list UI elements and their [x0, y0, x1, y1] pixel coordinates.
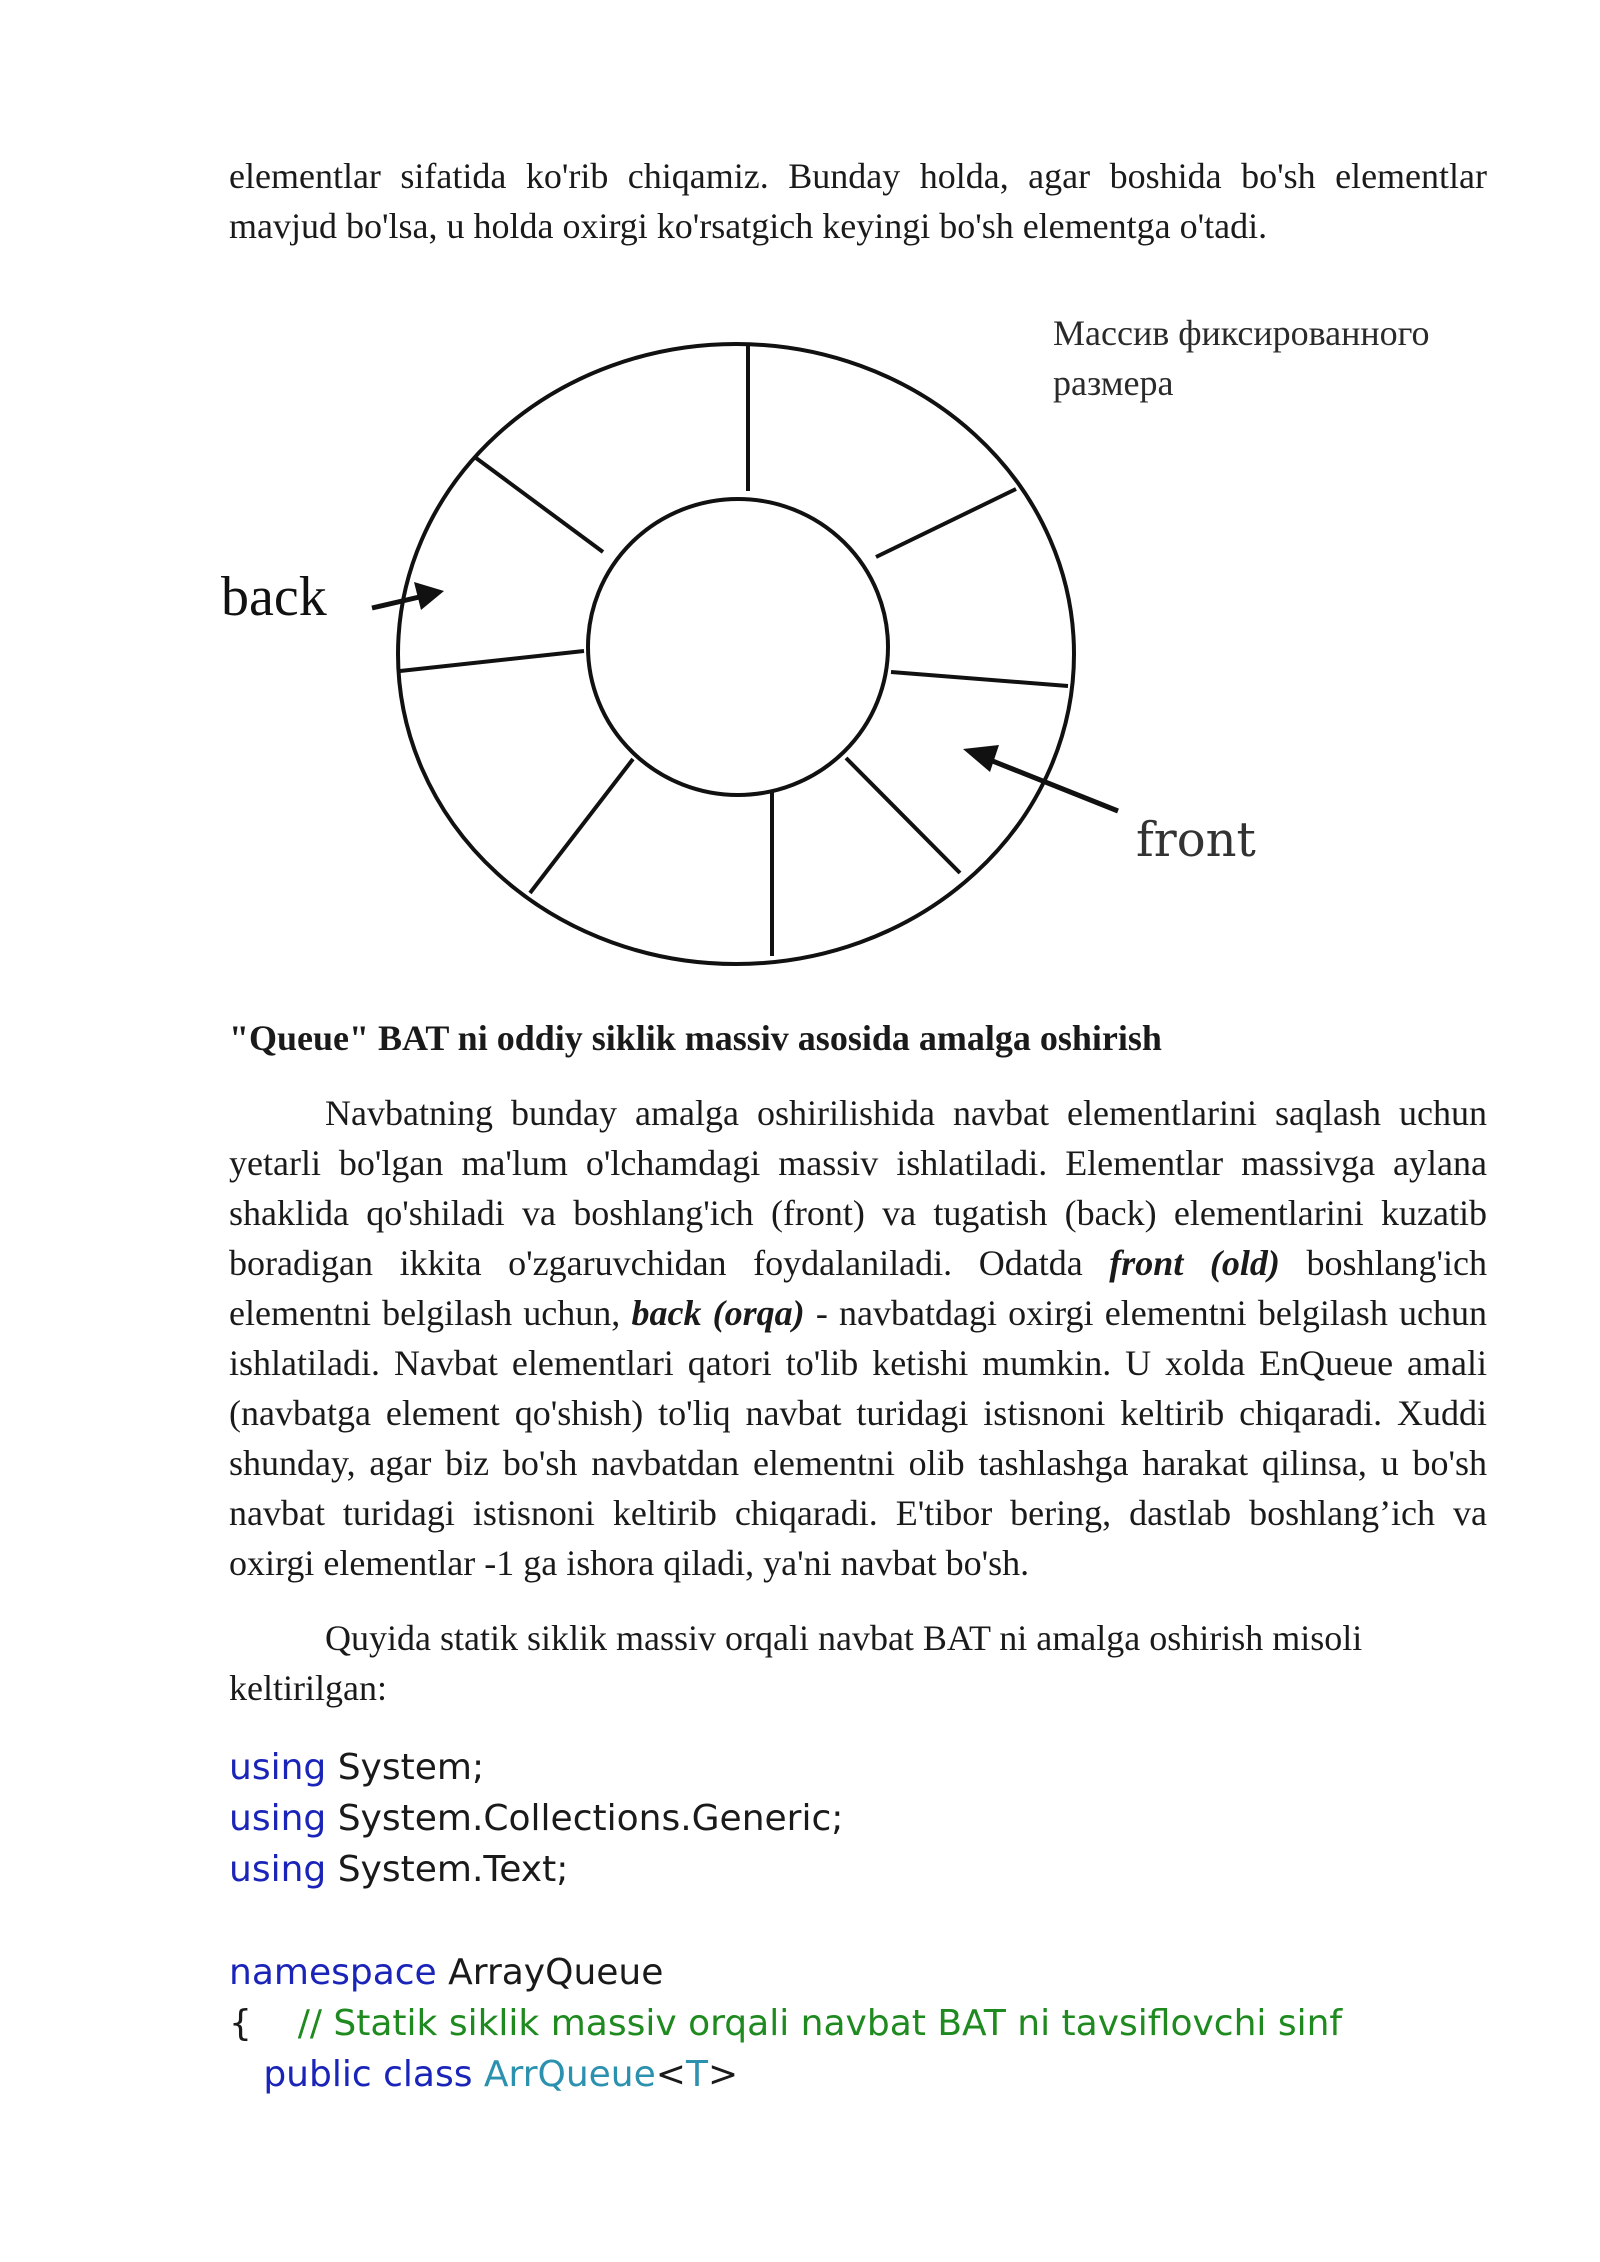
caption-line-1: Массив фиксированного — [1053, 313, 1430, 353]
code-line-namespace: namespace ArrayQueue — [229, 1952, 664, 1993]
front-arrow-icon — [963, 745, 1118, 811]
code-line-class: public class ArrQueue<T> — [229, 2054, 739, 2095]
para1-part3: - navbatdagi oxirgi elementni belgilash uchun ishlatiladi. Navbat elementlari qatori to'lib ketishi mumkin. U xolda EnQueue amali (navbatga element qo'shish) to'liq navbat turidagi istisnoni keltirib chiqaradi. Xuddi shunday, agar biz bo'sh navbatdan elementni olib tashlashga harakat qilinsa, u bo'sh navbat turidagi istisnoni keltirib chiqaradi. E'tibor bering, dastlab boshlang’ich va oxirgi elementlar -1 ga ishora qiladi, ya'ni navbat bo'sh. — [229, 1293, 1487, 1583]
code-comment: // Statik siklik massiv orqali navbat BAT ni tavsiflovchi sinf — [297, 2003, 1343, 2044]
body-paragraph-2: Quyida statik siklik massiv orqali navbat BAT ni amalga oshirish misoli keltirilgan: — [229, 1618, 1363, 1708]
code-line-1: using System; — [229, 1747, 485, 1788]
code-block-namespace — [229, 1947, 1529, 2100]
code-line-2: using System.Collections.Generic; — [229, 1798, 844, 1839]
caption-line-2: размера — [1053, 363, 1174, 403]
code-line-3: using System.Text; — [229, 1849, 569, 1890]
front-term: front (old) — [1109, 1243, 1280, 1283]
segment-dividers — [400, 346, 1068, 956]
class-name: ArrQueue — [483, 2054, 656, 2095]
code-block-usings — [229, 1742, 1529, 1895]
para1-part1: Navbatning bunday amalga oshirilishida navbat elementlarini saqlash uchun yetarli bo'lgan ma'lum o'lchamdagi massiv ishlatiladi. Elementlar massivga aylana shaklida qo'shiladi va boshlang'ich (front) va tugatish (back) elementlarini kuzatib boradigan ikkita o'zgaruvchidan foydalaniladi. Odatda — [229, 1093, 1487, 1283]
intro-paragraph: elementlar sifatida ko'rib chiqamiz. Bunday holda, agar boshida bo'sh elementlar mavjud bo'lsa, u holda oxirgi ko'rsatgich keyingi bo'sh elementga o'tadi. — [229, 156, 1487, 246]
code-line-brace: { // Statik siklik massiv orqali navbat BAT ni tavsiflovchi sinf — [229, 2003, 1343, 2044]
para1-part2: boshlang'ich elementni belgilash uchun, — [229, 1243, 1487, 1333]
front-label: front — [1136, 812, 1256, 868]
outer-ring — [398, 344, 1074, 964]
body-paragraph-1 — [229, 1088, 1487, 1588]
inner-ring — [588, 499, 888, 795]
back-term: back (orqa) — [631, 1293, 805, 1333]
diagram-caption — [1053, 308, 1493, 408]
section-heading: "Queue" BAT ni oddiy siklik massiv asosida amalga oshirish — [229, 1018, 1162, 1058]
back-label: back — [221, 566, 327, 628]
